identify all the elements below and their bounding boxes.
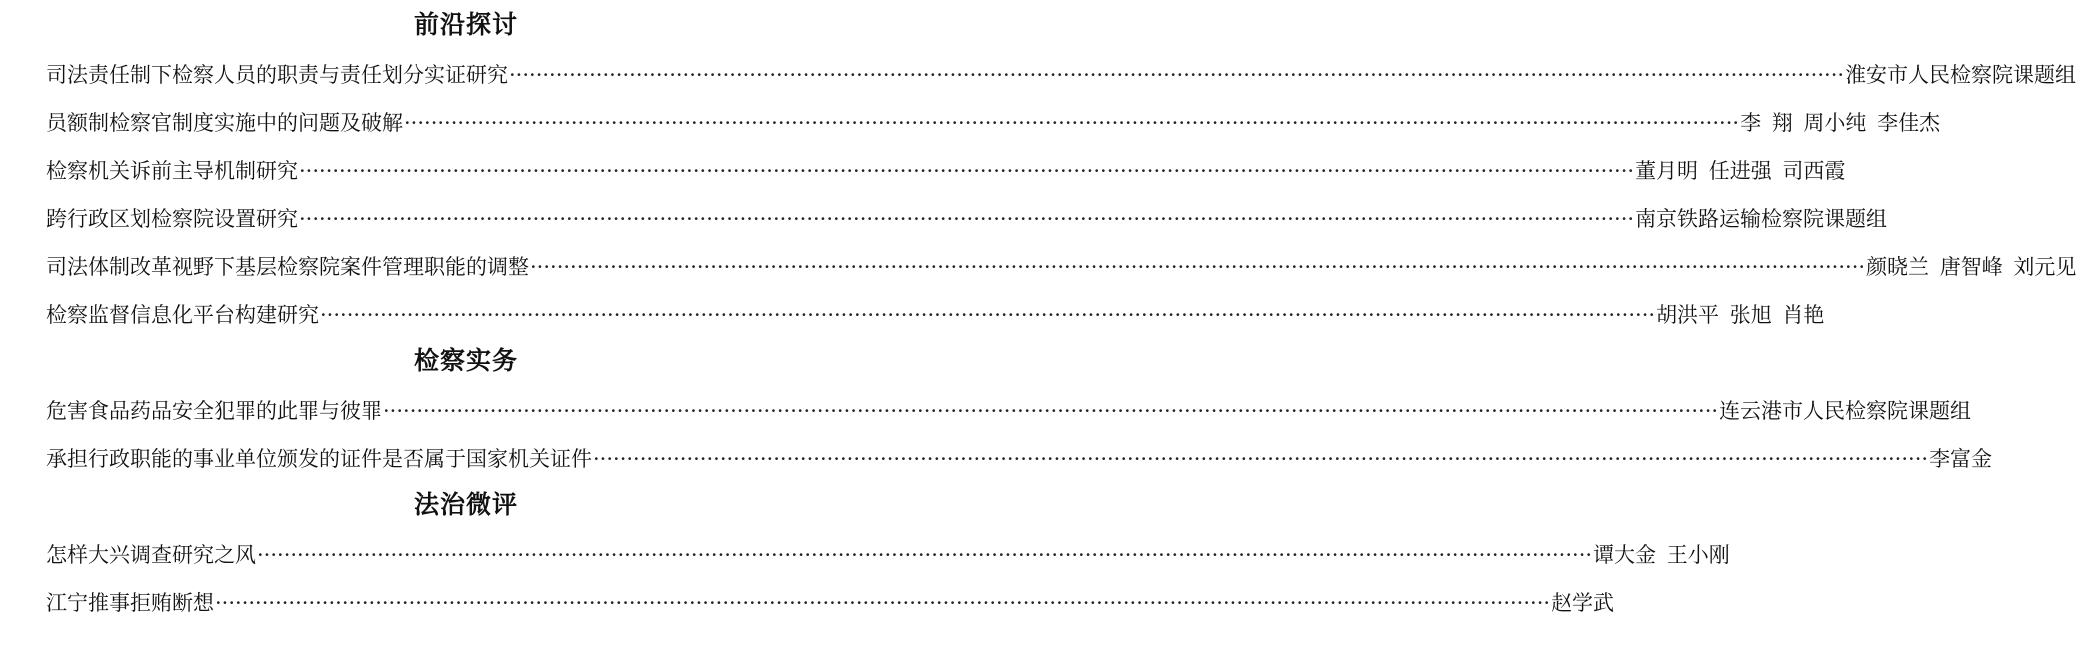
dot-leader: ········································································································································································································ <box>509 63 1845 87</box>
entry-author: 赵学武 <box>1551 591 1615 615</box>
toc-entry <box>46 204 1888 234</box>
entry-author: 连云港市人民检察院课题组 <box>1719 399 1972 423</box>
entry-title: 司法体制改革视野下基层检察院案件管理职能的调整 <box>46 255 529 279</box>
entry-title: 江宁推事拒贿断想 <box>46 591 214 615</box>
entry-title: 跨行政区划检察院设置研究 <box>46 207 298 231</box>
dot-leader: ········································································································································································································ <box>320 303 1656 327</box>
toc-entry <box>46 108 1941 138</box>
entry-author: 董月明 任进强 司西霞 <box>1635 159 1846 183</box>
entry-title: 司法责任制下检察人员的职责与责任划分实证研究 <box>46 63 508 87</box>
entry-author: 李 翔 周小纯 李佳杰 <box>1740 111 1941 135</box>
entry-author: 胡洪平 张旭 肖艳 <box>1656 303 1825 327</box>
toc-entry <box>46 396 1972 426</box>
toc-entry <box>46 588 1615 618</box>
entry-author: 颜晓兰 唐智峰 刘元见 <box>1866 255 2076 279</box>
toc-entry <box>46 540 1730 570</box>
entry-title: 检察监督信息化平台构建研究 <box>46 303 319 327</box>
dot-leader: ········································································································································································································ <box>383 399 1719 423</box>
entry-author: 淮安市人民检察院课题组 <box>1845 63 2076 87</box>
dot-leader: ········································································································································································································ <box>215 591 1551 615</box>
dot-leader: ········································································································································································································ <box>593 447 1929 471</box>
entry-title: 危害食品药品安全犯罪的此罪与彼罪 <box>46 399 382 423</box>
section-heading-practice: 检察实务 <box>413 346 518 375</box>
entry-title: 怎样大兴调查研究之风 <box>46 543 256 567</box>
dot-leader: ········································································································································································································ <box>299 207 1635 231</box>
toc-entry <box>46 444 1993 474</box>
entry-author: 李富金 <box>1929 447 1993 471</box>
entry-author: 谭大金 王小刚 <box>1593 543 1730 567</box>
entry-title: 检察机关诉前主导机制研究 <box>46 159 298 183</box>
toc-entry <box>46 156 1846 186</box>
entry-author: 南京铁路运输检察院课题组 <box>1635 207 1888 231</box>
dot-leader: ········································································································································································································ <box>530 255 1866 279</box>
section-heading-frontier: 前沿探讨 <box>413 10 518 39</box>
dot-leader: ········································································································································································································ <box>404 111 1740 135</box>
dot-leader: ········································································································································································································ <box>257 543 1593 567</box>
toc-entry <box>46 60 2076 90</box>
section-heading-commentary: 法治微评 <box>413 490 518 519</box>
dot-leader: ········································································································································································································ <box>299 159 1635 183</box>
entry-title: 承担行政职能的事业单位颁发的证件是否属于国家机关证件 <box>46 447 592 471</box>
entry-title: 员额制检察官制度实施中的问题及破解 <box>46 111 403 135</box>
toc-entry <box>46 252 2076 282</box>
toc-entry <box>46 300 1825 330</box>
